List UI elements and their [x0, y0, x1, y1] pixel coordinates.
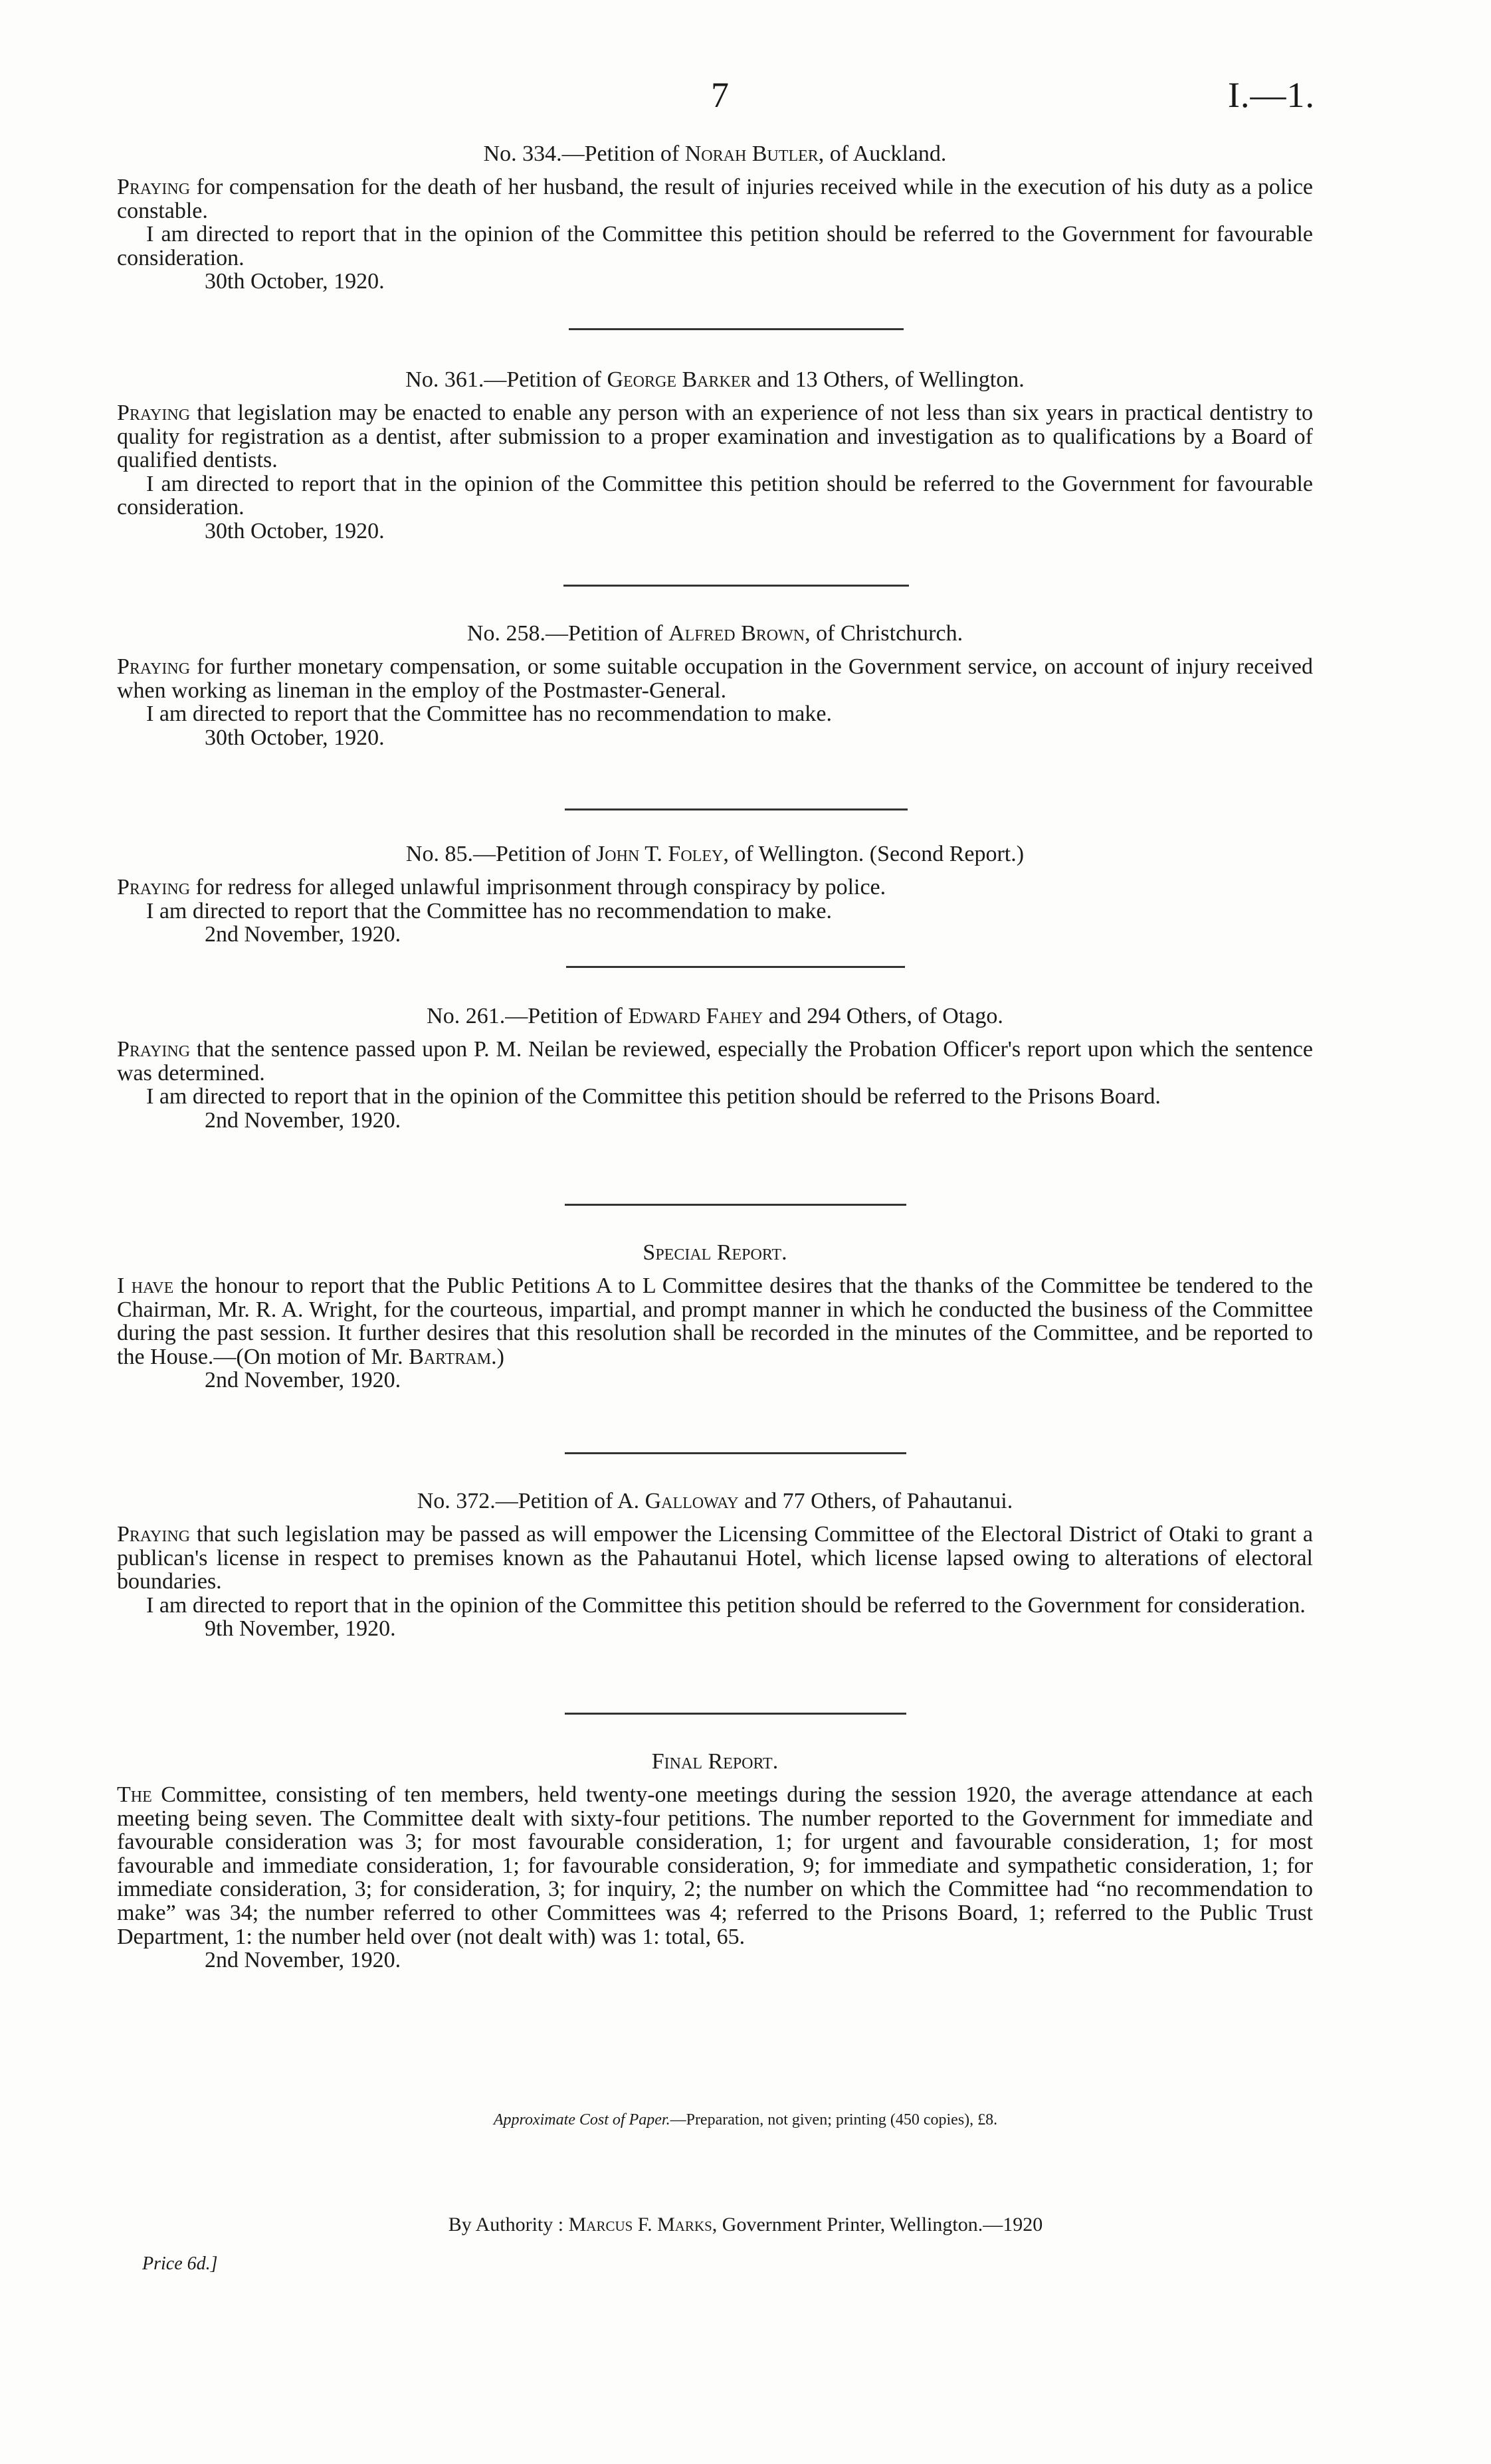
petition-heading: [117, 1488, 1313, 1515]
prayer-lead-word: Praying: [117, 1522, 191, 1547]
cost-of-paper-note: [0, 2111, 1491, 2129]
prayer-lead-word: Praying: [117, 1037, 191, 1062]
prayer-lead-word: Praying: [117, 875, 191, 900]
petition-block: [117, 1003, 1313, 1132]
petition-heading: [117, 141, 1313, 167]
petitioner-name: George Barker: [607, 367, 751, 392]
committee-recommendation: I am directed to report that the Committee has no recommendation to make.: [146, 702, 832, 727]
petition-prayer: [117, 175, 1313, 223]
cost-label: Approximate Cost of Paper.: [493, 2111, 670, 2129]
section-divider: [565, 1713, 906, 1715]
petition-block: [117, 367, 1313, 543]
petition-prayer: [117, 876, 1313, 900]
petition-heading: [117, 1003, 1313, 1030]
final-report-body: [117, 1783, 1313, 1948]
petition-heading: [117, 841, 1313, 868]
report-text: Committee, consisting of ten members, held twenty-one meetings during the session 1920, the average attendance at each meeting being seven. The Committee dealt with sixty-four petitions. The number reported to the Government for immediate and favourable consideration was 3; for most favourable consideration, 1; for urgent and favourable consideration, 1; for most favourable and immediate consideration, 1; for favourable consideration, 9; for immediate and sympathetic consideration, 1; for immediate consideration, 3; for consideration, 3; for inquiry, 2; the number on which the Committee had “no recommendation to make” was 34; the number referred to other Committees was 4; referred to the Prisons Board, 1; referred to the Public Trust Department, 1: the number held over (not dealt with) was 1: total, 65.: [117, 1782, 1313, 1949]
section-divider: [566, 966, 905, 968]
petition-block: [117, 141, 1313, 294]
petition-origin: , of Auckland.: [818, 142, 947, 166]
report-text: the honour to report that the Public Petitions A to L Committee desires that the thanks of the Committee be tendered to the Chairman, Mr. R. A. Wright, for the courteous, impartial, and prompt manner in which he conducted the business of the Committee during the past session. It further desires that this resolution shall be recorded in the minutes of the Committee, and be reported to the House.—(On motion of Mr.: [117, 1274, 1314, 1369]
petition-prayer: [117, 655, 1313, 702]
petition-number: No. 361.—Petition of: [405, 367, 601, 392]
petitioner-name: Edward Fahey: [628, 1004, 763, 1028]
report-lead-word: The: [117, 1782, 152, 1807]
final-report-title: Final Report.: [651, 1749, 779, 1774]
special-report-body: [117, 1274, 1313, 1369]
report-date: 2nd November, 1920.: [205, 1107, 401, 1133]
petition-heading: [117, 620, 1313, 647]
authority-prefix: By Authority :: [448, 2214, 564, 2235]
report-date: 2nd November, 1920.: [205, 1368, 401, 1393]
petition-block: [117, 841, 1313, 947]
cost-text: —Preparation, not given; printing (450 copies), £8.: [670, 2111, 998, 2129]
petition-heading: [117, 367, 1313, 393]
section-divider: [563, 585, 909, 587]
mover-name: Bartram: [409, 1344, 492, 1369]
petitioner-name: Alfred Brown: [668, 621, 805, 646]
prayer-text: for compensation for the death of her husband, the result of injuries received while in the execution of his duty as a police constable.: [117, 175, 1314, 223]
committee-recommendation: I am directed to report that in the opinion of the Committee this petition should be referred to the Government for favourable consideration.: [117, 222, 1313, 270]
petition-origin: , of Wellington. (Second Report.): [723, 842, 1025, 866]
section-divider: [565, 808, 908, 810]
prayer-text: that the sentence passed upon P. M. Neilan be reviewed, especially the Probation Officer's report upon which the sentence was determined.: [117, 1037, 1313, 1086]
prayer-lead-word: Praying: [117, 654, 191, 679]
petitioner-name: John T. Foley: [596, 842, 724, 866]
paper-reference: I.—1.: [1228, 75, 1315, 115]
printer-name: Marcus F. Marks: [568, 2214, 712, 2235]
petition-number: No. 258.—Petition of: [466, 621, 663, 646]
petition-origin: , of Christchurch.: [805, 621, 963, 646]
petition-number: No. 372.—Petition of A.: [417, 1489, 640, 1513]
prayer-text: for further monetary compensation, or some suitable occupation in the Government service, on account of injury received when working as lineman in the employ of the Postmaster-General.: [117, 654, 1313, 703]
committee-recommendation: I am directed to report that in the opinion of the Committee this petition should be referred to the Government for favourable consideration.: [117, 471, 1313, 520]
prayer-text: that such legislation may be passed as will empower the Licensing Committee of the Electoral District of Otaki to grant a publican's license in respect to premises known as the Pahautanui Hotel, which license lapsed owing to alterations of electoral boundaries.: [117, 1522, 1313, 1594]
petitioner-name: Norah Butler: [684, 142, 819, 166]
section-divider: [565, 1452, 906, 1454]
committee-recommendation: I am directed to report that in the opinion of the Committee this petition should be referred to the Prisons Board.: [146, 1084, 1161, 1109]
prayer-text: that legislation may be enacted to enable any person with an experience of not less than six years in practical dentistry to quality for registration as a dentist, after submission to a proper examination and investigation as to qualifications by a Board of qualified dentists.: [117, 401, 1313, 473]
special-report-title: Special Report.: [643, 1240, 787, 1265]
printer-authority: [0, 2214, 1491, 2236]
petition-origin: and 77 Others, of Pahautanui.: [744, 1489, 1013, 1513]
final-report-block: [117, 1749, 1313, 1972]
report-date: 2nd November, 1920.: [205, 1948, 401, 1973]
report-date: 30th October, 1920.: [205, 725, 385, 750]
report-date: 9th November, 1920.: [205, 1616, 396, 1642]
petition-prayer: [117, 1523, 1313, 1594]
committee-recommendation: I am directed to report that the Committee has no recommendation to make.: [146, 898, 832, 923]
prayer-lead-word: Praying: [117, 175, 191, 199]
committee-recommendation: I am directed to report that in the opinion of the Committee this petition should be referred to the Government for consideration.: [146, 1592, 1306, 1618]
petition-block: [117, 1488, 1313, 1641]
section-divider: [569, 328, 904, 330]
special-report-block: [117, 1240, 1313, 1392]
section-divider: [565, 1204, 906, 1206]
page-number: 7: [711, 75, 729, 115]
petitioner-name: Galloway: [645, 1489, 739, 1513]
petition-origin: and 294 Others, of Otago.: [768, 1004, 1003, 1028]
report-date: 30th October, 1920.: [205, 269, 385, 294]
petition-prayer: [117, 1038, 1313, 1085]
petition-block: [117, 620, 1313, 749]
prayer-lead-word: Praying: [117, 401, 191, 425]
report-date: 2nd November, 1920.: [205, 922, 401, 947]
report-date: 30th October, 1920.: [205, 518, 385, 543]
authority-suffix: , Government Printer, Wellington.—1920: [712, 2214, 1043, 2235]
petition-prayer: [117, 401, 1313, 472]
petition-number: No. 261.—Petition of: [427, 1004, 623, 1028]
petition-number: No. 334.—Petition of: [483, 142, 680, 166]
petition-origin: and 13 Others, of Wellington.: [757, 367, 1025, 392]
price-note: Price 6d.]: [142, 2253, 218, 2274]
report-text-end: .): [491, 1344, 504, 1369]
petition-number: No. 85.—Petition of: [405, 842, 591, 866]
report-lead-word: I have: [117, 1274, 174, 1298]
prayer-text: for redress for alleged unlawful imprisonment through conspiracy by police.: [195, 875, 886, 900]
